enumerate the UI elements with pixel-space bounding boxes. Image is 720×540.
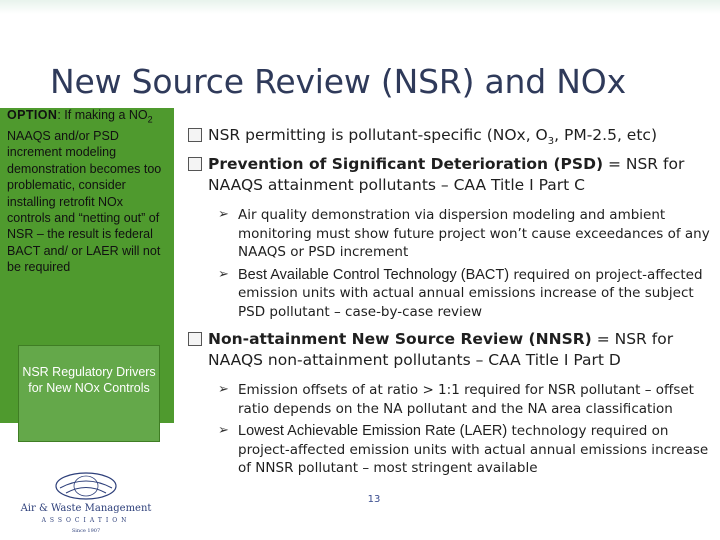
bullet-nnsr: Non-attainment New Source Review (NNSR) = NSR for NAAQS non-attainment pollutants – CAA Title I Part D [188, 329, 713, 371]
checkbox-bullet-icon [188, 128, 202, 142]
page-number: 13 [367, 494, 381, 505]
top-decoration [0, 0, 720, 14]
slide-body [188, 125, 713, 478]
nsr-drivers-box [18, 345, 160, 442]
option-text-1: : If making a NO [57, 108, 148, 122]
option-label: OPTION [7, 108, 58, 122]
option-text-2: NAAQS and/or PSD increment modeling demonstration becomes too problematic, consider installing retrofit NOx controls and “netting out” of NSR – the result is federal BACT and/ or LAER will not be required [7, 128, 162, 275]
logo-emblem-icon [56, 473, 116, 499]
logo-line-2: ASSOCIATION [41, 517, 131, 524]
logo-line-1: Air & Waste Management [20, 503, 152, 514]
nsr-drivers-label: NSR Regulatory Drivers for New NOx Controls [22, 365, 156, 395]
bullet-psd: Prevention of Significant Deterioration (PSD) = NSR for NAAQS attainment pollutants – CAA Title I Part C [188, 154, 713, 196]
bullet-nsr-specific: NSR permitting is pollutant-specific (NOx, $O_3$, PM-2.5, etc) [188, 125, 713, 152]
option-sub: 2 [147, 114, 153, 125]
checkbox-bullet-icon [188, 332, 202, 346]
option-note [7, 107, 165, 276]
arrow-bullet-icon: ➢ [218, 423, 229, 439]
sub-bullet-laer: ➢ Lowest Achievable Emission Rate (LAER) technology required on project-affected emission units with actual annual emissions increase of NNSR pollutant – most stringent available [218, 423, 709, 477]
slide-title: New Source Review (NSR) and NOx [50, 62, 626, 101]
sub-bullet-bact: ➢ Best Available Control Technology (BACT) required on project-affected emission units with actual annual emissions increase of the subject PSD pollutant – case-by-case review [218, 266, 703, 320]
logo-line-3: Since 1907 [71, 528, 101, 534]
arrow-bullet-icon: ➢ [218, 266, 229, 282]
checkbox-bullet-icon [188, 157, 202, 171]
arrow-bullet-icon: ➢ [218, 382, 229, 398]
sub-bullet-offsets: ➢ Emission offsets of at ratio > 1:1 required for NSR pollutant – offset ratio depends on the NA pollutant and the NA area classification [218, 382, 694, 417]
arrow-bullet-icon: ➢ [218, 207, 229, 223]
awma-logo [8, 472, 164, 534]
sub-bullet-air-quality: ➢ Air quality demonstration via dispersion modeling and ambient monitoring must show future project won’t cause exceedances of any NAAQS or PSD increment [218, 207, 710, 261]
